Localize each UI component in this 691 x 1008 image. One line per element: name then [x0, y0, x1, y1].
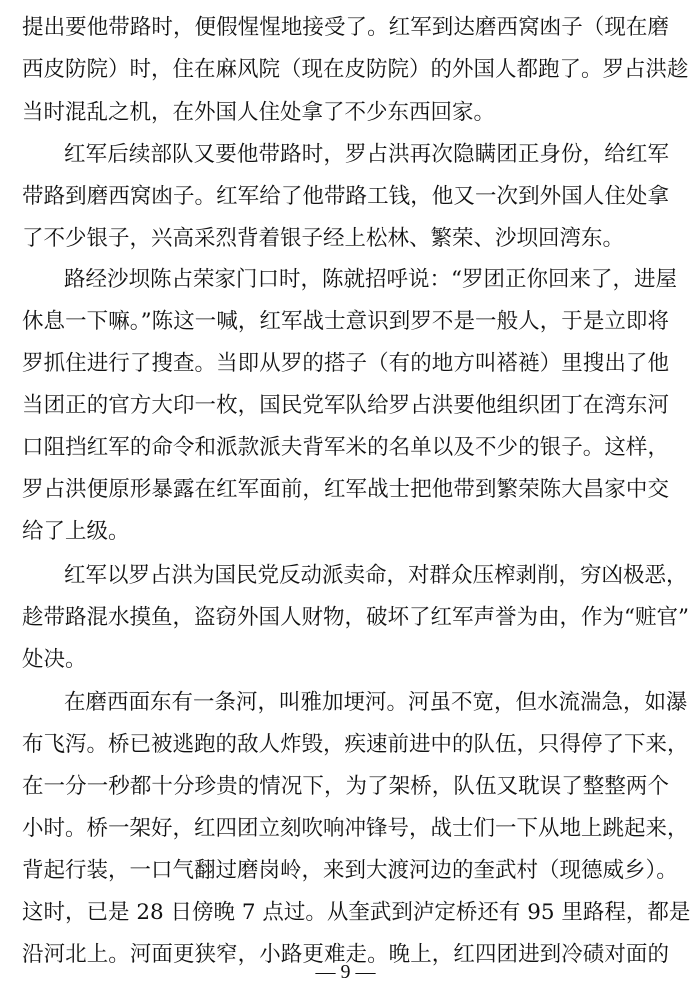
- text-line-10: 当团正的官方大印一枚，国民党军队给罗占洪要他组织团丁在湾东河: [22, 393, 669, 418]
- text-line-12: 罗占洪便原形暴露在红军面前，红军战士把他带到繁荣陈大昌家中交: [22, 477, 669, 502]
- text-line-16: 处决。: [22, 647, 87, 672]
- text-line-13: 给了上级。: [22, 519, 130, 544]
- text-line-15: 趁带路混水摸鱼，盗窃外国人财物，破坏了红军声誉为由，作为“赃官”: [22, 605, 689, 630]
- text-line-9: 罗抓住进行了搜查。当即从罗的搭子（有的地方叫褡裢）里搜出了他: [22, 351, 669, 376]
- text-line-20: 小时。桥一架好，红四团立刻吹响冲锋号，战士们一下从地上跳起来，: [22, 816, 689, 841]
- text-line-21: 背起行装，一口气翻过磨岗岭，来到大渡河边的奎武村（现德威乡）。: [22, 858, 678, 883]
- text-line-14: 红军以罗占洪为国民党反动派卖命，对群众压榨剥削，穷凶极恶，: [64, 563, 688, 588]
- text-line-8: 休息一下嘛。”陈这一喊，红军战士意识到罗不是一般人，于是立即将: [22, 309, 669, 334]
- text-line-3: 当时混乱之机，在外国人住处拿了不少东西回家。: [22, 100, 496, 125]
- text-line-7: 路经沙坝陈占荣家门口时，陈就招呼说：“罗团正你回来了，进屋: [64, 267, 677, 292]
- text-line-6: 了不少银子，兴高采烈背着银子经上松林、繁荣、沙坝回湾东。: [22, 226, 625, 251]
- page-number: — 9 —: [315, 961, 376, 983]
- text-line-5: 带路到磨西窝凼子。红军给了他带路工钱，他又一次到外国人住处拿: [22, 184, 669, 209]
- text-line-1: 提出要他带路时，便假惺惺地接受了。红军到达磨西窝凼子（现在磨: [22, 15, 669, 40]
- text-line-4: 红军后续部队又要他带路时，罗占洪再次隐瞒团正身份，给红军: [64, 142, 669, 167]
- text-line-11: 口阻挡红军的命令和派款派夫背军米的名单以及不少的银子。这样，: [22, 435, 669, 460]
- text-line-23: 沿河北上。河面更狭窄，小路更难走。晚上，红四团进到冷碛对面的: [22, 942, 669, 967]
- text-line-19: 在一分一秒都十分珍贵的情况下，为了架桥，队伍又耽误了整整两个: [22, 774, 669, 799]
- text-line-17: 在磨西面东有一条河，叫雅加埂河。河虽不宽，但水流湍急，如瀑: [64, 690, 688, 715]
- text-line-22: 这时，已是 28 日傍晚 7 点过。从奎武到泸定桥还有 95 里路程，都是: [22, 900, 691, 925]
- text-line-18: 布飞泻。桥已被逃跑的敌人炸毁，疾速前进中的队伍，只得停了下来，: [22, 732, 689, 757]
- text-line-2: 西皮防院）时，住在麻风院（现在皮防院）的外国人都跑了。罗占洪趁: [22, 57, 689, 82]
